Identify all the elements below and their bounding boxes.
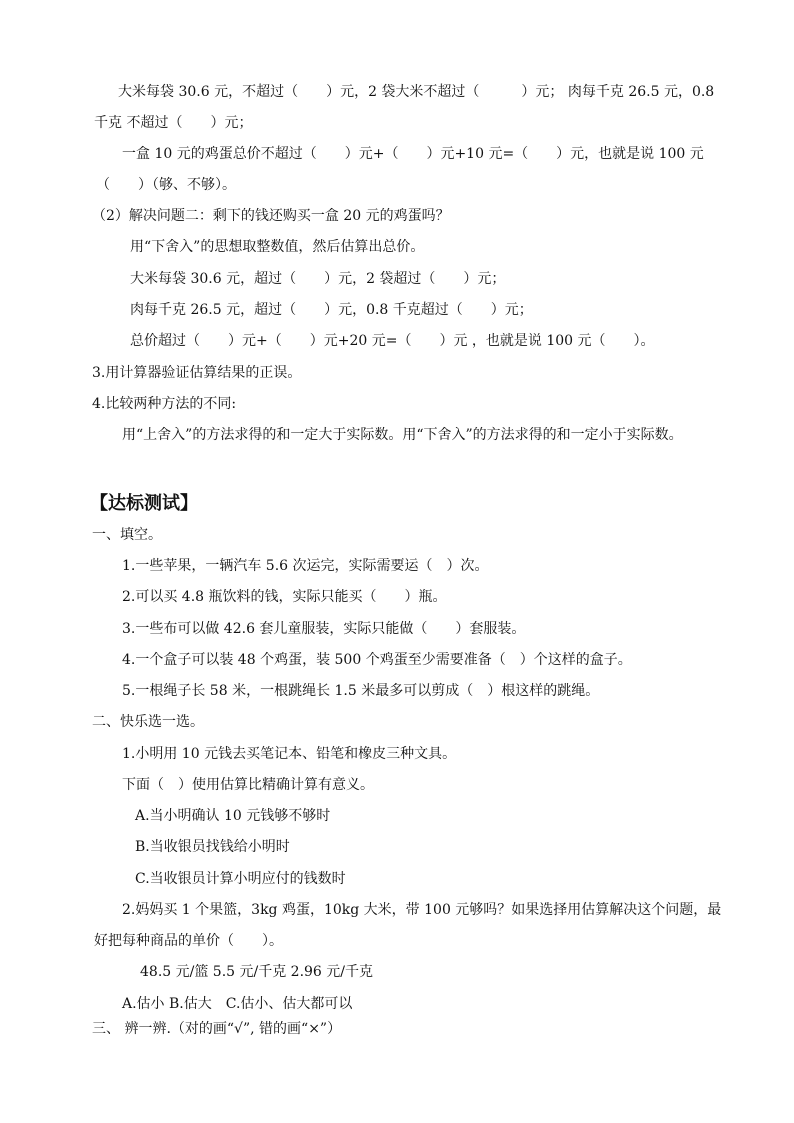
quiz-line: 3.一些布可以做 42.6 套儿童服装，实际只能做（ ）套服装。 [122, 621, 526, 637]
quiz-line: 5.一根绳子长 58 米，一根跳绳长 1.5 米最多可以剪成（ ）根这样的跳绳。 [122, 683, 600, 699]
text-line: 用“下舍入”的思想取整数值，然后估算出总价。 [130, 239, 425, 255]
quiz-line: 2.妈妈买 1 个果篮，3kg 鸡蛋，10kg 大米，带 100 元够吗？如果选择用估算解决这个问题，最 [122, 902, 722, 918]
text-line: 千克 不超过（ ）元； [94, 115, 253, 131]
text-line: 一盒 10 元的鸡蛋总价不超过（ ）元+（ ）元+10 元=（ ）元，也就是说 100 元 [122, 146, 704, 162]
quiz-line: 一、填空。 [92, 527, 162, 543]
quiz-line: 1.小明用 10 元钱去买笔记本、铅笔和橡皮三种文具。 [122, 746, 457, 762]
text-line: 4.比较两种方法的不同: [92, 396, 237, 412]
section-title: 【达标测试】 [90, 493, 198, 514]
quiz-line: C.当收银员计算小明应付的钱数时 [135, 871, 346, 887]
quiz-line: 48.5 元/篮 5.5 元/千克 2.96 元/千克 [140, 964, 374, 980]
quiz-line: 好把每种商品的单价（ ）。 [94, 933, 283, 949]
quiz-line: 下面（ ）使用估算比精确计算有意义。 [122, 777, 374, 793]
text-line: （2）解决问题二：剩下的钱还购买一盒 20 元的鸡蛋吗？ [92, 208, 450, 224]
text-line: 总价超过（ ）元+（ ）元+20 元=（ ）元 ，也就是说 100 元（ ）。 [130, 333, 655, 349]
text-line: 用“上舍入”的方法求得的和一定大于实际数。用“下舍入”的方法求得的和一定小于实际数。 [122, 427, 683, 443]
text-line: （ ）（够、不够）。 [96, 177, 236, 193]
text-line: 肉每千克 26.5 元，超过（ ）元，0.8 千克超过（ ）元； [130, 302, 533, 318]
quiz-line: 三、 辨一辨.（对的画“√”, 错的画“×”） [92, 1021, 342, 1037]
quiz-line: 1.一些苹果，一辆汽车 5.6 次运完，实际需要运（ ）次。 [122, 558, 489, 574]
text-line: 大米每袋 30.6 元，超过（ ）元，2 袋超过（ ）元； [130, 271, 506, 287]
quiz-line: A.估小 B.估大 C.估小、估大都可以 [122, 996, 353, 1012]
quiz-line: A.当小明确认 10 元钱够不够时 [135, 808, 331, 824]
quiz-line: 2.可以买 4.8 瓶饮料的钱，实际只能买（ ）瓶。 [122, 589, 447, 605]
text-line: 3.用计算器验证估算结果的正误。 [92, 365, 302, 381]
quiz-line: 二、快乐选一选。 [92, 714, 204, 730]
text-line: 大米每袋 30.6 元，不超过（ ）元，2 袋大米不超过（ ）元； 肉每千克 26.5 元，0.8 [118, 84, 715, 100]
quiz-line: 4.一个盒子可以装 48 个鸡蛋，装 500 个鸡蛋至少需要准备（ ）个这样的盒子。 [122, 652, 632, 668]
quiz-line: B.当收银员找钱给小明时 [135, 839, 290, 855]
